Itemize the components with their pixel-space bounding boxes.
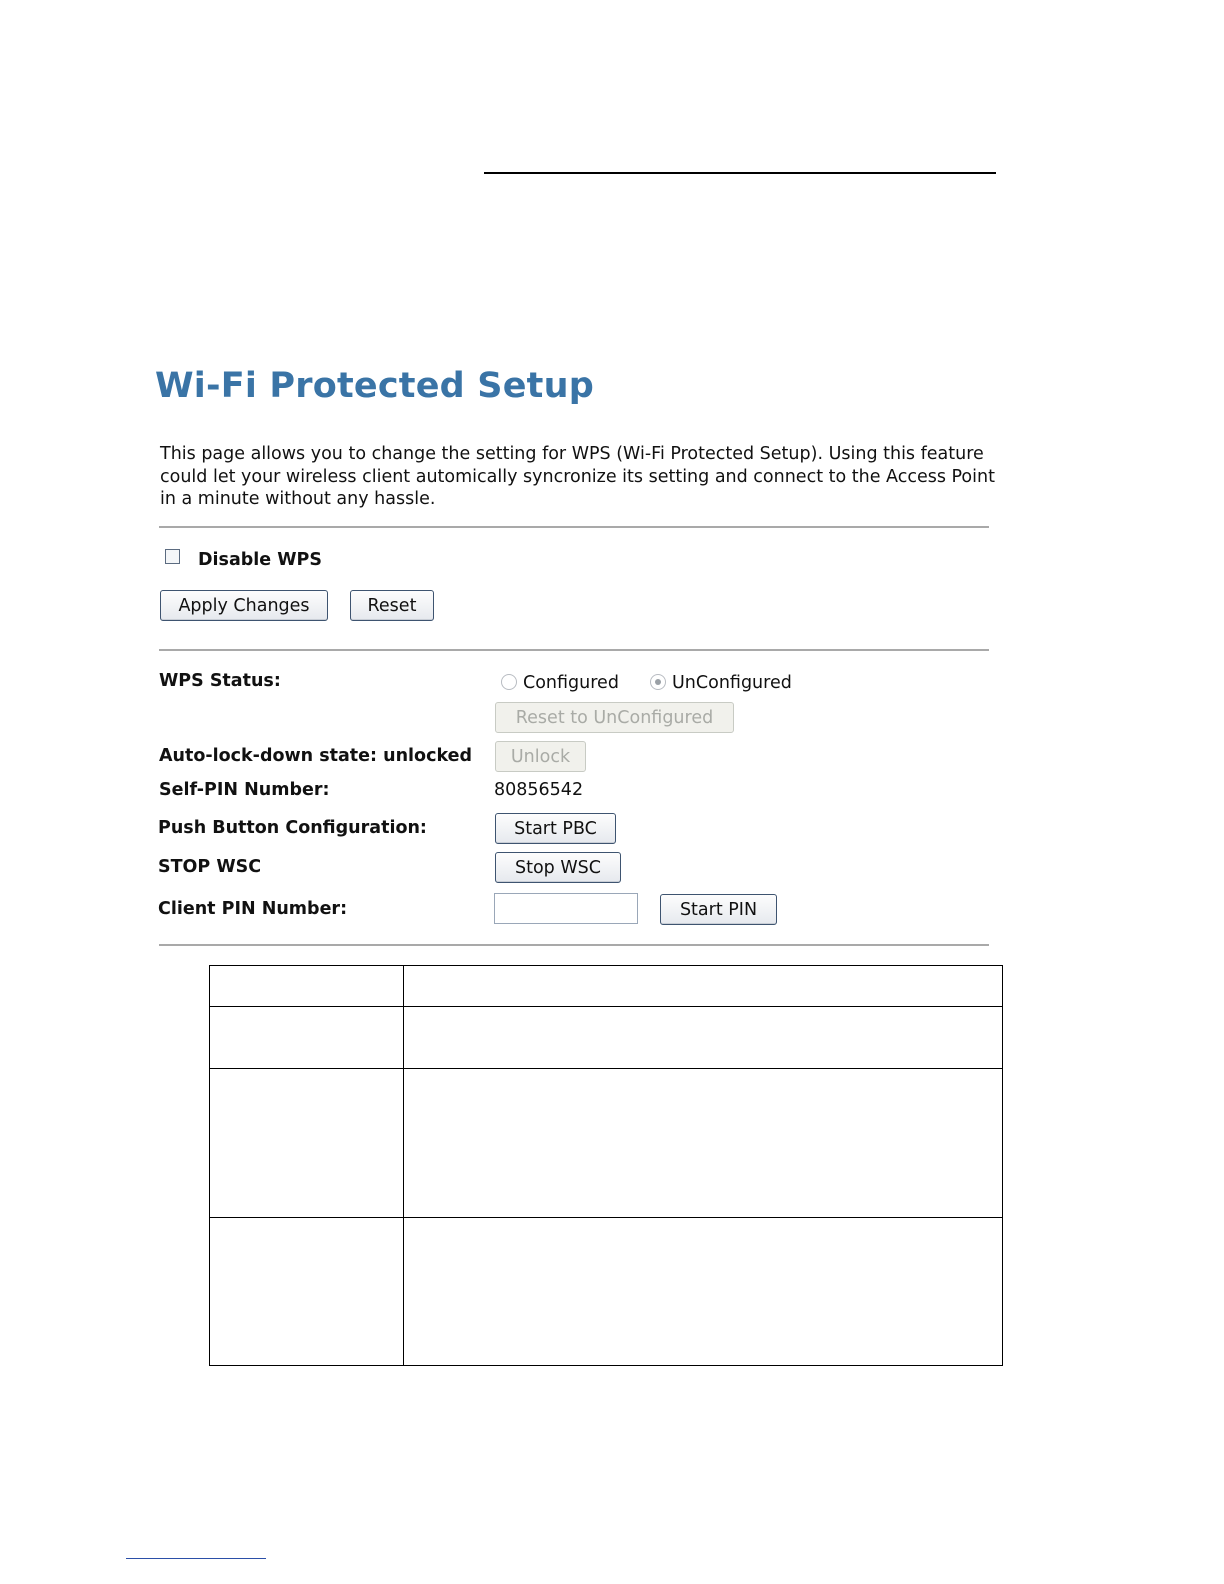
unconfigured-radio[interactable]	[650, 674, 666, 690]
table-cell	[210, 966, 404, 1007]
stop-wsc-label: STOP WSC	[158, 857, 262, 877]
table-cell	[404, 1218, 1003, 1366]
configured-radio-label: Configured	[523, 673, 619, 693]
page-description: This page allows you to change the setting for WPS (Wi-Fi Protected Setup). Using this feature could let your wireless client automically syncronize its setting and connect to the Access Point in a minute without any hassle.	[160, 444, 995, 509]
unconfigured-radio-label: UnConfigured	[672, 673, 792, 693]
footer-rule	[126, 1558, 266, 1559]
pbc-label: Push Button Configuration:	[158, 818, 427, 838]
wps-status-label: WPS Status:	[159, 671, 281, 691]
client-pin-label: Client PIN Number:	[158, 899, 348, 919]
start-pbc-button[interactable]: Start PBC	[495, 813, 616, 844]
table-cell	[404, 1069, 1003, 1218]
table-cell	[210, 1007, 404, 1069]
header-rule	[484, 172, 996, 174]
table-row	[210, 1069, 1003, 1218]
page-title: Wi-Fi Protected Setup	[155, 366, 594, 406]
client-pin-input[interactable]	[494, 893, 638, 924]
table-row	[210, 1007, 1003, 1069]
disable-wps-label: Disable WPS	[198, 550, 322, 570]
self-pin-label: Self-PIN Number:	[159, 780, 330, 800]
divider	[159, 526, 989, 528]
configured-radio[interactable]	[501, 674, 517, 690]
divider	[159, 944, 989, 946]
stop-wsc-button[interactable]: Stop WSC	[495, 852, 621, 883]
apply-changes-button[interactable]: Apply Changes	[160, 590, 328, 621]
table-cell	[404, 1007, 1003, 1069]
divider	[159, 649, 989, 651]
table-cell	[210, 1069, 404, 1218]
reset-button[interactable]: Reset	[350, 590, 434, 621]
start-pin-button[interactable]: Start PIN	[660, 894, 777, 925]
description-table	[209, 965, 1003, 1366]
self-pin-value: 80856542	[494, 780, 584, 800]
table-cell	[210, 1218, 404, 1366]
auto-lock-label: Auto-lock-down state: unlocked	[159, 746, 473, 766]
disable-wps-checkbox[interactable]	[165, 549, 180, 564]
unlock-button[interactable]: Unlock	[495, 741, 586, 772]
reset-to-unconfigured-button[interactable]: Reset to UnConfigured	[495, 702, 734, 733]
table-cell	[404, 966, 1003, 1007]
table-row	[210, 1218, 1003, 1366]
table-row	[210, 966, 1003, 1007]
